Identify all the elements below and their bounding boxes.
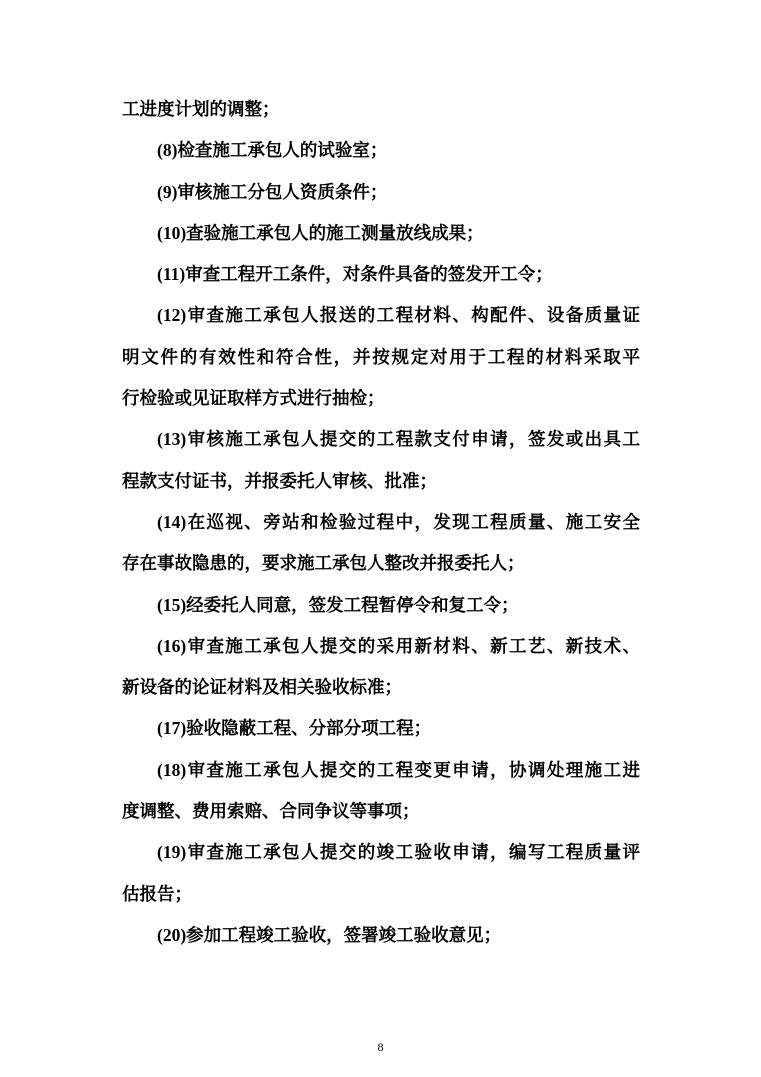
text-line: (20)参加工程竣工验收，签署竣工验收意见； — [157, 924, 502, 945]
text-line: (15)经委托人同意，签发工程暂停令和复工令； — [157, 594, 519, 615]
text-line: 行检验或见证取样方式进行抽检； — [122, 388, 385, 409]
text-line: 估报告； — [122, 883, 192, 904]
document-body — [122, 89, 640, 956]
text-line: (19)审查施工承包人提交的竣工验收申请，编写工程质量评 — [157, 842, 640, 863]
text-line: (16)审查施工承包人提交的采用新材料、新工艺、新技术、 — [157, 635, 640, 656]
text-line: (12)审查施工承包人报送的工程材料、构配件、设备质量证 — [157, 305, 640, 326]
text-line: (8)检查施工承包人的试验室； — [157, 140, 388, 161]
text-line: (9)审核施工分包人资质条件； — [157, 181, 388, 202]
text-line: (17)验收隐蔽工程、分部分项工程； — [157, 718, 432, 739]
text-line: 新设备的论证材料及相关验收标准； — [122, 677, 402, 698]
text-line: 程款支付证书，并报委托人审核、批准； — [122, 470, 437, 491]
text-line: (18)审查施工承包人提交的工程变更申请，协调处理施工进 — [157, 759, 640, 780]
text-line: (13)审核施工承包人提交的工程款支付申请，签发或出具工 — [157, 429, 640, 450]
text-line: (14)在巡视、旁站和检验过程中，发现工程质量、施工安全 — [157, 511, 640, 532]
text-line: 度调整、费用索赔、合同争议等事项； — [122, 801, 420, 822]
text-line: (11)审查工程开工条件，对条件具备的签发开工令； — [157, 264, 553, 285]
text-line: 存在事故隐患的，要求施工承包人整改并报委托人； — [122, 553, 525, 574]
text-line: 明文件的有效性和符合性，并按规定对用于工程的材料采取平 — [122, 346, 640, 367]
page-number: 8 — [377, 1040, 384, 1054]
text-line: 工进度计划的调整； — [122, 99, 280, 119]
text-line: (10)查验施工承包人的施工测量放线成果； — [157, 222, 484, 243]
